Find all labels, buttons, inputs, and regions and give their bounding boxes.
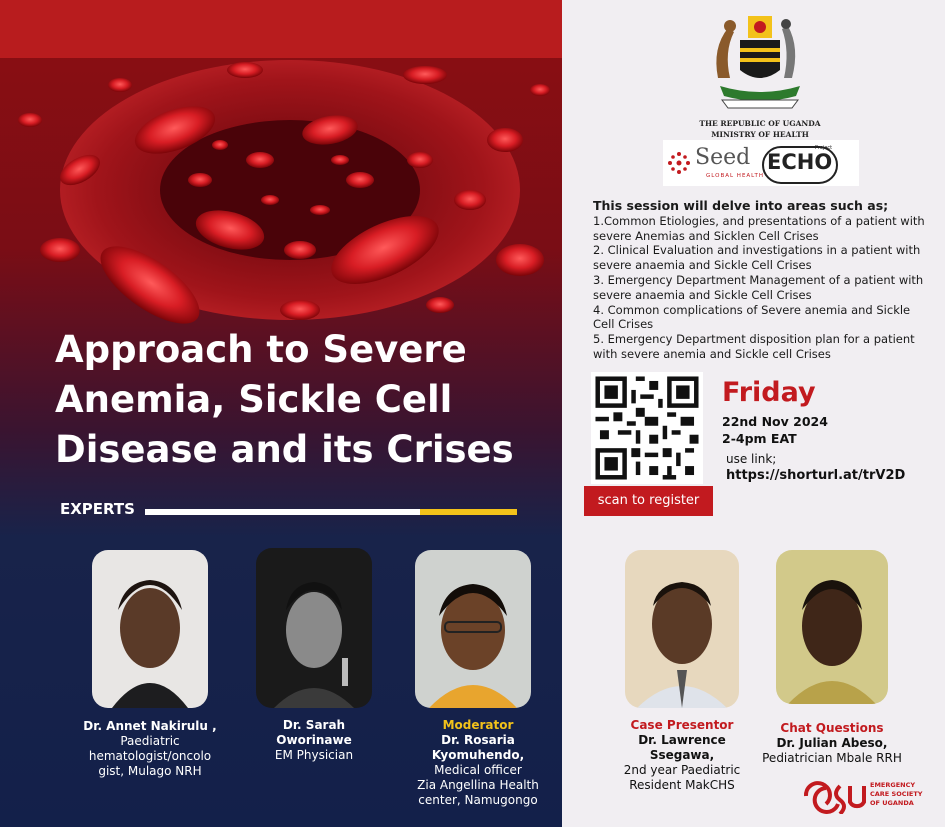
echo-logo-text: ECHO [767,150,833,174]
speaker-desc: Zia Angellina Health [417,778,539,792]
speaker-caption [605,718,759,793]
speaker-desc: Paediatric [120,734,180,748]
ministry-line2: MINISTRY OF HEALTH [711,130,809,139]
speaker-desc: hematologist/oncolo [88,749,212,763]
speaker-name: Dr. Julian Abeso, [776,736,888,750]
speaker-name: Dr. Sarah [282,718,346,732]
avatar [92,550,208,708]
use-link-label: use link; [726,452,777,466]
event-title: Approach to Severe Anemia, Sickle Cell Disease and its Crises [55,328,514,471]
speaker-name: Dr. Lawrence [638,733,726,747]
divider-yellow [420,509,517,515]
session-item: 2. Clinical Evaluation and investigations in a patient with severe anaemia and Sickle Cell Crises [593,243,921,273]
speaker-desc: EM Physician [274,748,354,762]
event-day: Friday [722,377,816,408]
session-item: 5. Emergency Department disposition plan for a patient with severe anemia and Sickle cell Crises [593,332,915,361]
session-heading: This session will delve into areas such as; [593,198,889,213]
registration-link[interactable]: https://shorturl.at/trV2D [726,468,906,483]
session-item: 3. Emergency Department Management of a patient with severe anaemia and Sickle Cell Crises [593,272,924,302]
speaker-caption [72,719,228,779]
session-item: 4. Common complications of Severe anemia and Sickle Cell Crises [593,302,911,332]
event-time: 2-4pm EAT [722,431,797,446]
ecsu-logo-line2: CARE SOCIETY [870,790,923,798]
event-date: 22nd Nov 2024 [722,414,828,429]
seed-logo-icon [666,150,692,176]
ecsu-logo-line3: OF UGANDA [870,799,914,807]
divider-white [145,509,420,515]
speaker-role: Chat Questions [780,721,884,735]
registration-qr-code[interactable] [591,372,703,484]
speaker-name: Ssegawa, [649,748,715,762]
avatar [415,550,531,708]
qr-code-icon [591,372,703,484]
seed-logo-text: Seed [695,145,751,170]
experts-label: EXPERTS [60,500,135,518]
speaker-role: Case Presentor [630,718,734,732]
seed-logo-subtext: GLOBAL HEALTH [706,173,764,179]
event-date-time [722,413,828,447]
session-topics [593,199,933,362]
speaker-caption [398,718,558,808]
speaker-caption [752,721,912,766]
avatar [625,550,739,708]
speaker-desc: Pediatrician Mbale RRH [762,751,902,765]
speaker-role: Moderator [442,718,514,732]
speaker-desc: gist, Mulago NRH [98,764,202,778]
speaker-name: Kyomuhendo, [431,748,525,762]
scan-to-register-button[interactable]: scan to register [584,486,713,516]
speaker-desc: Resident MakCHS [629,778,735,792]
speaker-desc: Medical officer [434,763,522,777]
uganda-coat-of-arms-icon [700,8,820,118]
avatar [256,548,372,708]
echo-logo-pre: Project [815,145,833,151]
ministry-line1: THE REPUBLIC OF UGANDA [699,119,821,128]
ecsu-logo-line1: EMERGENCY [870,781,916,789]
speaker-name: Dr. Rosaria [441,733,515,747]
speaker-desc: center, Namugongo [418,793,538,807]
ecsu-logo-icon [800,778,866,814]
speaker-caption [236,718,392,763]
session-item: 1.Common Etiologies, and presentations of a patient with severe Anemias and Sicklen Cell Crises [593,213,925,243]
speaker-desc: 2nd year Paediatric [623,763,741,777]
speaker-name: Oworinawe [276,733,352,747]
avatar [776,550,888,704]
speaker-name: Dr. Annet Nakirulu , [83,719,217,733]
